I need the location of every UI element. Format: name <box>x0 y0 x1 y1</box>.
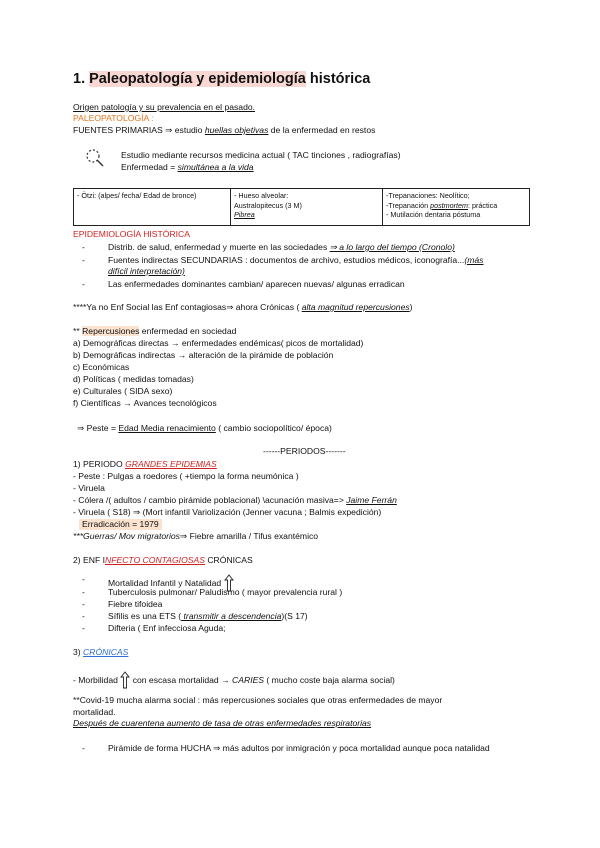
erradicacion-highlight: Erradicación = 1979 <box>79 519 162 530</box>
list-item: - Peste : Pulgas a roedores ( +tiempo la forma neumónica ) <box>73 471 299 481</box>
list-item: - Sífilis es una ETS ( transmitir a descendencia)(S 17) <box>108 611 308 622</box>
list-item: b) Demográficas indirectas → alteración de la pirámide de población <box>73 350 334 360</box>
list-item: - Distrib. de salud, enfermedad y muerte en las sociedades ⇒ a lo largo del tiempo (Cronolo) <box>108 242 455 253</box>
list-item: - Tuberculosis pulmonar/ Paludismo ( mayor prevalencia rural ) <box>108 587 342 598</box>
list-item: - Difteria ( Enf infecciosa Aguda; <box>108 623 226 634</box>
covid-line-2: mortalidad. <box>73 707 116 717</box>
table-cell-trepanaciones: -Trepanaciones: Neolítico; -Trepanación postmortem: práctica - Mutilación dentaria póstuma <box>383 189 530 226</box>
list-item: - Las enfermedades dominantes cambian/ aparecen nuevas/ algunas erradican <box>108 279 405 290</box>
repercusiones-heading: ** Repercusiones enfermedad en sociedad <box>73 326 237 336</box>
covid-line: **Covid-19 mucha alarma social : más repercusiones sociales que otras enfermedades de mayor <box>73 695 443 705</box>
list-item: f) Científicas → Avances tecnológicos <box>73 398 217 408</box>
findings-table <box>73 188 530 226</box>
table-cell-otzi: - Ötzi: (alpes/ fecha/ Edad de bronce) <box>74 189 231 226</box>
enfermedad-line: Enfermedad = simultánea a la vida <box>121 162 254 172</box>
fuentes-line: FUENTES PRIMARIAS ⇒ estudio huellas objetivas de la enfermedad en restos <box>73 125 376 135</box>
list-item: - Fuentes indirectas SECUNDARIAS : documentos de archivo, estudios médicos, iconografía...(más <box>108 255 483 266</box>
guerras-line: ***Guerras/ Mov migratorios⇒ Fiebre amarilla / Tifus exantémico <box>73 531 319 541</box>
periodo-1-heading: 1) PERIODO GRANDES EPIDEMIAS <box>73 459 217 469</box>
estudio-line: Estudio mediante recursos medicina actual ( TAC tinciones , radiografías) <box>121 150 401 160</box>
periodo-3-heading: 3) CRÓNICAS <box>73 647 129 657</box>
epi-heading: EPIDEMIOLOGÍA HISTÓRICA <box>73 229 190 239</box>
list-item: - Cólera /( adultos / cambio pirámide poblacional) \acunación masiva=> Jaime Ferrán <box>73 495 397 505</box>
periodos-divider: ------PERIODOS------- <box>263 446 346 456</box>
paleo-heading: PALEOPATOLOGÍA : <box>73 113 154 123</box>
table-cell-hueso: - Hueso alveolar: Australopitecus (3 M) Pibrea <box>231 189 383 226</box>
arrow-up-icon <box>120 671 130 689</box>
list-item: c) Económicas <box>73 362 130 372</box>
page-title: 1. Paleopatología y epidemiología histórica <box>73 71 371 87</box>
peste-line: ⇒ Peste = Edad Media renacimiento ( cambio sociopolítico/ época) <box>77 423 332 433</box>
list-item: e) Culturales ( SIDA sexo) <box>73 386 173 396</box>
list-item: - Viruela ( S18) ⇒ (Mort infantil Variolización (Jenner vacuna ; Balmis expedición) <box>73 507 382 517</box>
list-item: d) Políticas ( medidas tomadas) <box>73 374 194 384</box>
list-item: - Mortalidad Infantil y Natalidad <box>108 574 234 592</box>
covid-cuarentena: Después de cuarentena aumento de tasa de otras enfermedades respiratorias <box>73 718 372 728</box>
periodo-2-heading: 2) ENF INFECTO CONTAGIOSAS CRÓNICAS <box>73 555 253 565</box>
list-item: - Pirámide de forma HUCHA ⇒ más adultos por inmigración y poca mortalidad aunque poca natalidad <box>108 743 490 754</box>
list-item: - Fiebre tifoidea <box>108 599 162 610</box>
origin-line: Origen patología y su prevalencia en el pasado. <box>73 102 256 112</box>
morbilidad-line: - Morbilidad con escasa mortalidad → CARIES ( mucho coste baja alarma social) <box>73 671 395 689</box>
magnifier-icon <box>84 147 106 169</box>
list-item: a) Demográficas directas → enfermedades endémicas( picos de mortalidad) <box>73 338 364 348</box>
list-item: - Viruela <box>73 483 105 493</box>
note-contagiosas: ****Ya no Enf Social las Enf contagiosas⇒ ahora Crónicas ( alta magnitud repercusiones) <box>73 302 413 312</box>
list-item-continuation: difícil interpretación) <box>108 266 185 276</box>
